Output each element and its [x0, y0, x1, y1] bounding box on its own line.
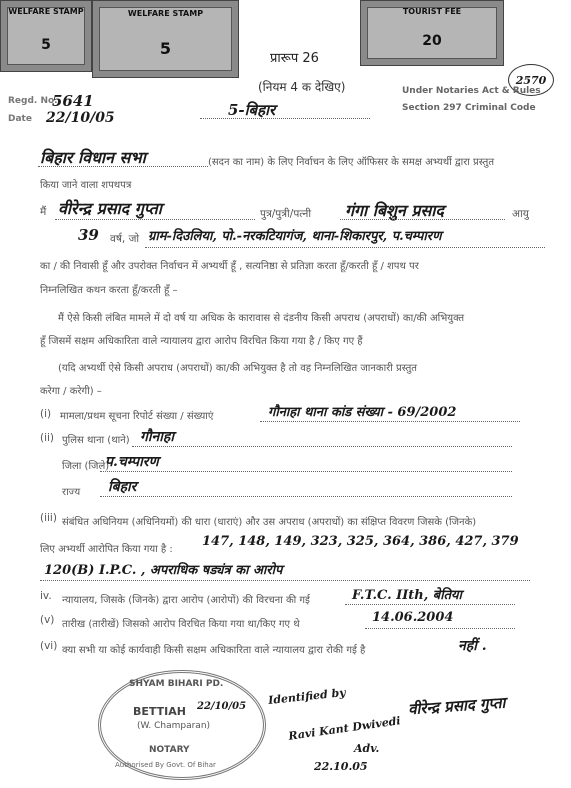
- row-number: (i): [40, 408, 52, 420]
- advocate-title: Adv.: [354, 742, 380, 755]
- item-ii-text: (यदि अभ्यर्थी ऐसे किसी अपराध (अपराधों) का/की अभियुक्त है तो वह निम्नलिखित जानकारी प्रस्तुत: [58, 363, 417, 374]
- row-number: (ii): [40, 432, 55, 444]
- seal-place: BETTIAH: [133, 705, 186, 718]
- state-handwritten: 5-बिहार: [228, 101, 276, 119]
- rule-reference: (नियम 4 क देखिए): [258, 80, 346, 94]
- regd-no-label: Regd. No.: [8, 96, 58, 106]
- police-station: गौनाहा: [140, 429, 174, 445]
- state: बिहार: [108, 479, 137, 495]
- address: ग्राम-दिउलिया, पो.-नरकटियागंज, थाना-शिकारपुर, प.चम्पारण: [148, 229, 442, 244]
- notary-seal: [98, 670, 266, 780]
- regd-no-value: 5641: [52, 92, 94, 110]
- seal-role: NOTARY: [149, 745, 190, 755]
- item-iv-num: iv.: [40, 590, 52, 602]
- item-iii-num: (iii): [40, 512, 57, 524]
- relation-label: पुत्र/पुत्री/पत्नी: [260, 208, 312, 220]
- age-label: आयु: [512, 208, 529, 220]
- item-iii-cont: लिए अभ्यर्थी आरोपित किया गया है :: [40, 544, 173, 555]
- item-vi-num: (vi): [40, 640, 58, 652]
- tourist-fee-stamp: [360, 0, 504, 66]
- seal-district: (W. Champaran): [137, 721, 211, 731]
- house-name: बिहार विधान सभा: [40, 148, 146, 167]
- line2-text: किया जाने वाला शपथपत्र: [40, 180, 132, 191]
- row-label: पुलिस थाना (थाने): [62, 435, 130, 446]
- ipc-sections: 147, 148, 149, 323, 325, 364, 386, 427, 379: [202, 534, 519, 549]
- line3-prefix: मैं: [40, 206, 47, 218]
- age-value: 39: [78, 226, 99, 244]
- seal-name: SHYAM BIHARI PD.: [129, 679, 224, 689]
- welfare-stamp-1: [0, 0, 92, 72]
- notary-act-text: Under Notaries Act & Rules: [402, 86, 541, 96]
- item-v-text: तारीख (तारीखें) जिसको आरोप विरचित किया गया था/किए गए थे: [62, 619, 300, 630]
- stamp-label: WELFARE STAMP: [127, 9, 204, 18]
- seal-authority: Authorised By Govt. Of Bihar: [115, 761, 216, 769]
- fir-number: गौनाहा थाना कांड संख्या - 69/2002: [268, 405, 457, 420]
- item-iv-text: न्यायालय, जिसके (जिनके) द्वारा आरोप (आरोपों) की विरचना की गई: [62, 595, 310, 606]
- item-i-text: मैं ऐसे किसी लंबित मामले में दो वर्ष या अधिक के कारावास से दंडनीय किसी अपराध (अपराधों) का/की अभियुक्त: [58, 313, 465, 324]
- line1-text: (सदन का नाम) के लिए निर्वाचन के लिए ऑफिसर के समक्ष अभ्यर्थी द्वारा प्रस्तुत: [208, 157, 495, 168]
- stamp-label: TOURIST FEE: [402, 7, 462, 16]
- proceedings-stayed: नहीं .: [458, 638, 487, 654]
- welfare-stamp-2: [92, 0, 239, 78]
- item-iii-text: संबंधित अधिनियम (अधिनियमों) की धारा (धाराएं) और उस अपराध (अपराधों) का संक्षिप्त विवरण जिसके (जिनके): [62, 517, 477, 528]
- identified-by: Identified by: [267, 685, 347, 708]
- advocate-name: Ravi Kant Dwivedi: [287, 714, 402, 743]
- row-label: मामला/प्रथम सूचना रिपोर्ट संख्या / संख्याएं: [60, 411, 214, 422]
- stamp-value: 20: [422, 33, 442, 49]
- court-name: F.T.C. IIth, बेतिया: [352, 588, 462, 603]
- candidate-signature: वीरेन्द्र प्रसाद गुप्ता: [407, 693, 506, 719]
- item-i-cont: हूँ जिसमें सक्षम अधिकारिता वाले न्यायालय द्वारा आरोप विरचित किया गया है / किए गए हैं: [40, 336, 363, 347]
- seal-date: 22/10/05: [197, 701, 247, 712]
- item-v-num: (v): [40, 614, 55, 626]
- charge-date: 14.06.2004: [372, 610, 454, 625]
- district: प.चम्पारण: [105, 454, 159, 470]
- identification-date: 22.10.05: [314, 760, 368, 773]
- section-text: Section 297 Criminal Code: [402, 103, 536, 113]
- stamp-value: 5: [159, 39, 172, 58]
- item-vi-text: क्या सभी या कोई कार्यवाही किसी सक्षम अधिकारिता वाले न्यायालय द्वारा रोकी गई है: [62, 645, 366, 656]
- row-label: जिला (जिले): [62, 461, 110, 472]
- candidate-name: वीरेन्द्र प्रसाद गुप्ता: [58, 199, 162, 218]
- regd-date-value: 22/10/05: [46, 110, 115, 126]
- stamp-label: WELFARE STAMP: [8, 7, 84, 16]
- regd-date-label: Date: [8, 114, 32, 124]
- line4-text: वर्ष, जो: [110, 233, 140, 245]
- ipc-sections-cont: 120(B) I.P.C. , अपराधिक षड्यंत्र का आरोप: [44, 563, 283, 578]
- corner-mark-text: 2570: [515, 74, 547, 87]
- line6-text: निम्नलिखित कथन करता हूँ/करती हूँ –: [40, 285, 178, 296]
- row-label: राज्य: [62, 487, 81, 498]
- father-name: गंगा बिशुन प्रसाद: [345, 201, 444, 220]
- form-number: प्रारूप 26: [270, 51, 319, 66]
- stamp-value: 5: [41, 37, 51, 53]
- item-ii-cont: करेगा / करेगी) –: [40, 386, 102, 397]
- line5-text: का / की निवासी हूँ और उपरोक्त निर्वाचन में अभ्यर्थी हूँ , सत्यनिष्ठा से प्रतिज्ञा करता हूँ/करती हूँ / शपथ पर: [40, 261, 419, 272]
